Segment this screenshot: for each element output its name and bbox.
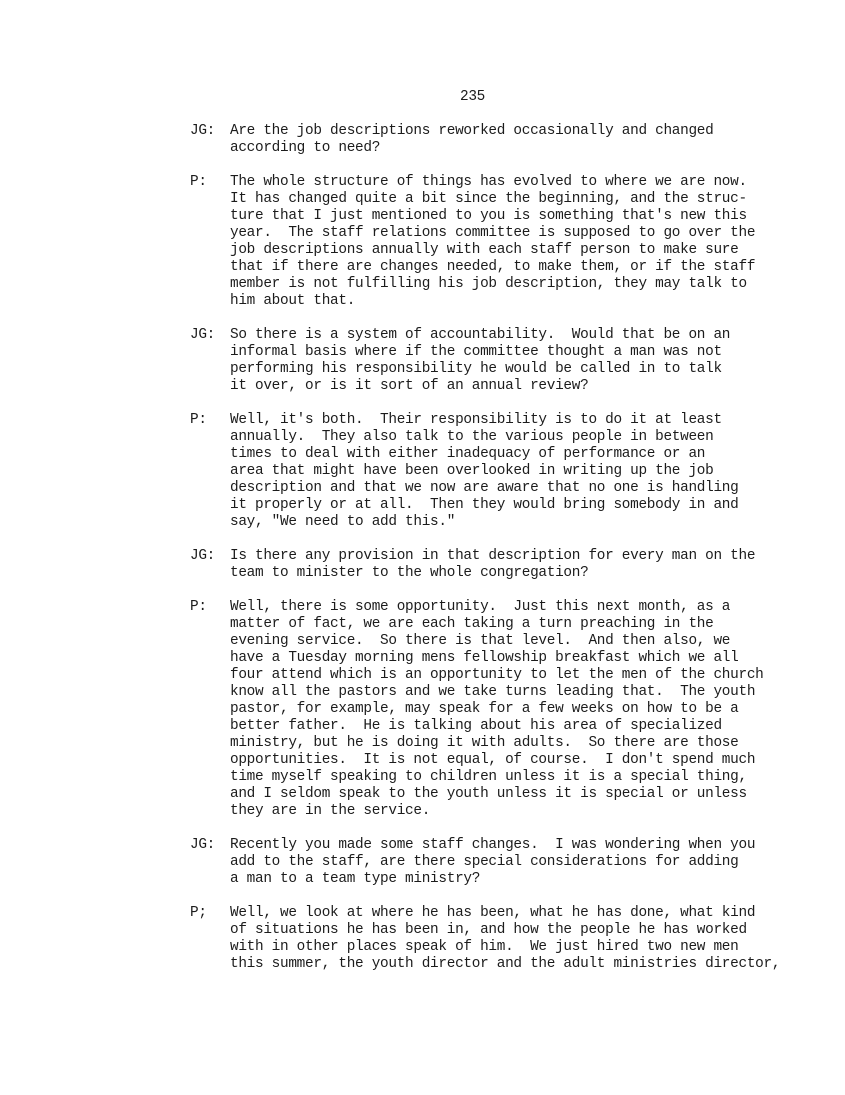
transcript-entry [190,837,790,888]
text-line: four attend which is an opportunity to let the men of the church [230,667,764,683]
text-line: Well, there is some opportunity. Just this next month, as a [230,599,731,615]
text-line: according to need? [230,140,381,156]
transcript-entry [190,905,790,973]
speaker-label: P: [190,174,207,190]
speaker-label: P: [190,599,207,615]
transcript-entry [190,412,790,531]
speech-text [230,174,790,310]
text-line: him about that. [230,293,356,309]
text-line: they are in the service. [230,803,431,819]
text-line: So there is a system of accountability. Would that be on an [230,327,731,343]
speaker-label: JG: [190,548,216,564]
text-line: times to deal with either inadequacy of performance or an [230,446,706,462]
speaker-label: P; [190,905,207,921]
text-line: have a Tuesday morning mens fellowship breakfast which we all [230,650,739,666]
text-line: It has changed quite a bit since the beginning, and the struc- [230,191,747,207]
speech-text [230,548,790,582]
text-line: description and that we now are aware that no one is handling [230,480,739,496]
transcript-entry [190,599,790,820]
text-line: The whole structure of things has evolved to where we are now. [230,174,747,190]
text-line: know all the pastors and we take turns leading that. The youth [230,684,756,700]
speech-text [230,412,790,531]
text-line: with in other places speak of him. We just hired two new men [230,939,739,955]
text-line: time myself speaking to children unless it is a special thing, [230,769,747,785]
text-line: add to the staff, are there special considerations for adding [230,854,739,870]
text-line: and I seldom speak to the youth unless it is special or unless [230,786,747,802]
text-line: year. The staff relations committee is supposed to go over the [230,225,756,241]
page-number: 235 [459,89,485,105]
text-line: informal basis where if the committee thought a man was not [230,344,722,360]
speech-text [230,837,790,888]
text-line: pastor, for example, may speak for a few weeks on how to be a [230,701,739,717]
speech-text [230,599,790,820]
transcript-entry [190,123,790,157]
speaker-label: JG: [190,123,216,139]
text-line: say, "We need to add this." [230,514,456,530]
text-line: Is there any provision in that description for every man on the [230,548,756,564]
text-line: member is not fulfilling his job description, they may talk to [230,276,747,292]
text-line: this summer, the youth director and the adult ministries director, [230,956,781,972]
speech-text [230,327,790,395]
text-line: Well, it's both. Their responsibility is to do it at least [230,412,722,428]
speech-text [230,905,790,973]
text-line: it over, or is it sort of an annual review? [230,378,589,394]
text-line: a man to a team type ministry? [230,871,481,887]
speaker-label: P: [190,412,207,428]
text-line: performing his responsibility he would be called in to talk [230,361,722,377]
text-line: of situations he has been in, and how the people he has worked [230,922,747,938]
text-line: Are the job descriptions reworked occasionally and changed [230,123,714,139]
text-line: team to minister to the whole congregation? [230,565,589,581]
text-line: better father. He is talking about his area of specialized [230,718,722,734]
transcript-entry [190,174,790,310]
transcript-entry [190,327,790,395]
text-line: Well, we look at where he has been, what he has done, what kind [230,905,756,921]
speaker-label: JG: [190,837,216,853]
speech-text [230,123,790,157]
text-line: evening service. So there is that level. And then also, we [230,633,731,649]
text-line: annually. They also talk to the various people in between [230,429,714,445]
text-line: opportunities. It is not equal, of course. I don't spend much [230,752,756,768]
transcript-entry [190,548,790,582]
text-line: it properly or at all. Then they would bring somebody in and [230,497,739,513]
text-line: ministry, but he is doing it with adults. So there are those [230,735,739,751]
text-line: ture that I just mentioned to you is something that's new this [230,208,747,224]
text-line: matter of fact, we are each taking a turn preaching in the [230,616,714,632]
text-line: that if there are changes needed, to make them, or if the staff [230,259,756,275]
text-line: area that might have been overlooked in writing up the job [230,463,714,479]
text-line: job descriptions annually with each staff person to make sure [230,242,739,258]
interview-transcript [190,123,790,990]
text-line: Recently you made some staff changes. I was wondering when you [230,837,756,853]
speaker-label: JG: [190,327,216,343]
